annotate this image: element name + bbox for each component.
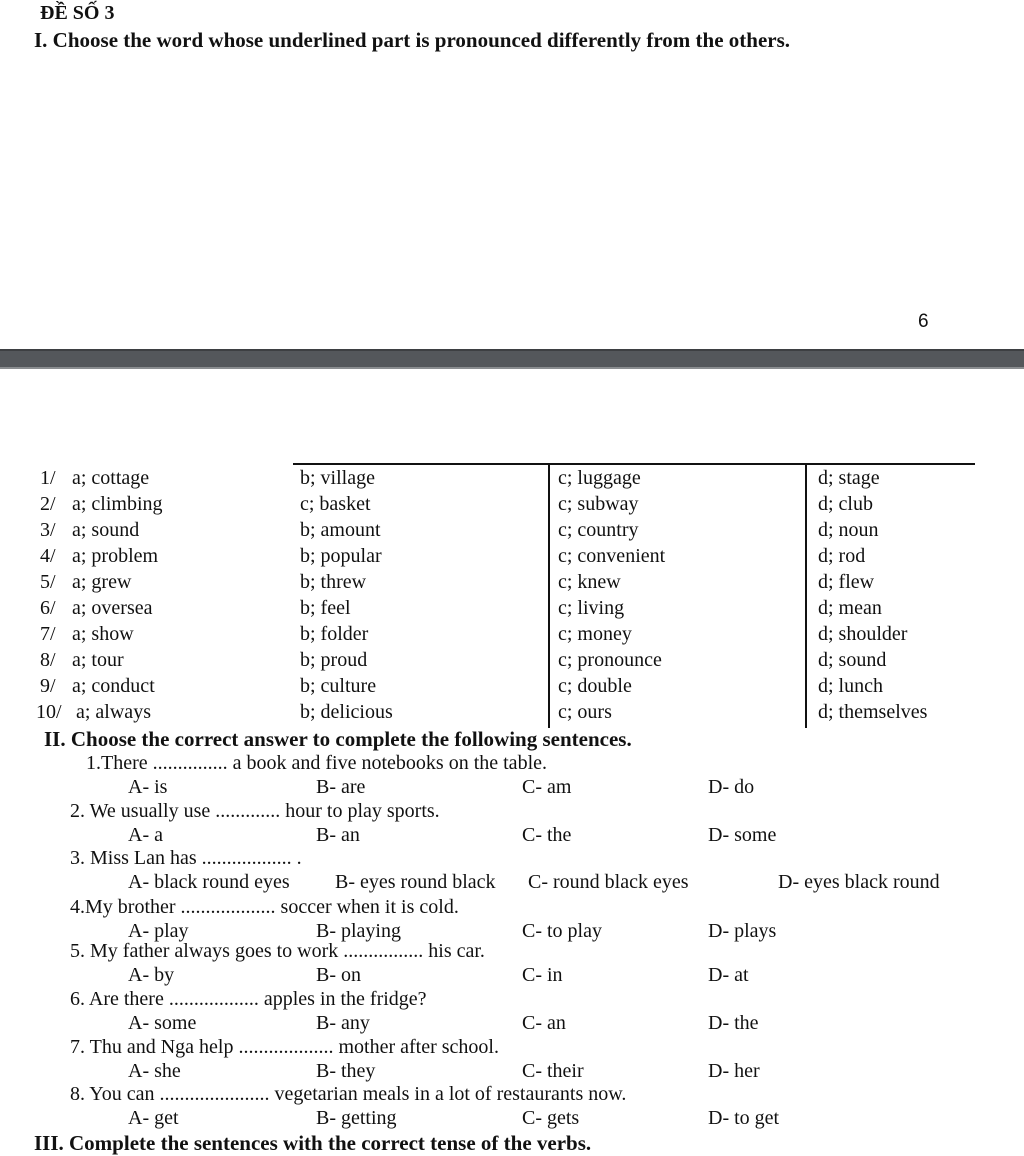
option-d: d; themselves [818, 701, 928, 723]
option-b: b; threw [300, 571, 367, 593]
option-a: a; problem [72, 545, 159, 567]
option-c: c; money [558, 623, 632, 645]
answer-option: D- her [708, 1060, 760, 1082]
answer-option: B- on [316, 964, 361, 986]
option-d: d; flew [818, 571, 875, 593]
option-b: b; feel [300, 597, 351, 619]
option-d: d; lunch [818, 675, 883, 697]
answer-option: D- to get [708, 1107, 780, 1129]
answer-option: C- gets [522, 1107, 580, 1129]
option-b: b; folder [300, 623, 369, 645]
answer-option: C- am [522, 776, 572, 798]
answer-option: A- a [128, 824, 163, 846]
option-d: d; mean [818, 597, 882, 619]
answer-option: A- some [128, 1012, 197, 1034]
table-column-divider [805, 463, 807, 728]
question-text: 5. My father always goes to work ................ his car. [70, 940, 485, 962]
answer-option: B- are [316, 776, 366, 798]
option-b: b; amount [300, 519, 381, 541]
answer-option: C- their [522, 1060, 584, 1082]
option-b: b; proud [300, 649, 368, 671]
option-c: c; ours [558, 701, 612, 723]
option-a: a; sound [72, 519, 140, 541]
option-b: c; basket [300, 493, 371, 515]
answer-option: B- an [316, 824, 360, 846]
option-a: a; show [72, 623, 134, 645]
page-break-bar [0, 349, 1024, 369]
question-text: 7. Thu and Nga help ................... mother after school. [70, 1036, 499, 1058]
section1-instruction: I. Choose the word whose underlined part is pronounced differently from the others. [34, 28, 791, 52]
option-c: c; double [558, 675, 632, 697]
answer-option: B- they [316, 1060, 376, 1082]
exam-title: ĐỀ SỐ 3 [40, 2, 115, 24]
answer-option: C- to play [522, 920, 602, 942]
answer-option: B- getting [316, 1107, 397, 1129]
answer-option: C- in [522, 964, 563, 986]
answer-option: A- play [128, 920, 189, 942]
answer-option: D- at [708, 964, 749, 986]
option-d: d; noun [818, 519, 879, 541]
question-text: 8. You can ...................... vegetarian meals in a lot of restaurants now. [70, 1083, 627, 1105]
item-number: 8/ [40, 649, 56, 671]
option-c: c; convenient [558, 545, 666, 567]
option-a: a; conduct [72, 675, 155, 697]
option-a: a; grew [72, 571, 132, 593]
question-text: 6. Are there .................. apples in the fridge? [70, 988, 427, 1010]
answer-option: D- do [708, 776, 755, 798]
item-number: 1/ [40, 467, 56, 489]
answer-option: D- some [708, 824, 777, 846]
option-c: c; knew [558, 571, 621, 593]
item-number: 7/ [40, 623, 56, 645]
option-d: d; sound [818, 649, 887, 671]
question-text: 1.There ............... a book and five notebooks on the table. [86, 752, 547, 774]
option-b: b; culture [300, 675, 377, 697]
option-a: a; oversea [72, 597, 153, 619]
option-b: b; delicious [300, 701, 393, 723]
option-c: c; country [558, 519, 639, 541]
option-b: b; popular [300, 545, 382, 567]
answer-option: B- any [316, 1012, 370, 1034]
option-a: a; tour [72, 649, 124, 671]
option-c: c; luggage [558, 467, 641, 489]
option-d: d; stage [818, 467, 880, 489]
option-d: d; shoulder [818, 623, 908, 645]
item-number: 9/ [40, 675, 56, 697]
option-c: c; subway [558, 493, 639, 515]
item-number: 2/ [40, 493, 56, 515]
item-number: 10/ [36, 701, 62, 723]
table-column-divider [548, 463, 550, 728]
answer-option: D- the [708, 1012, 759, 1034]
answer-option: A- black round eyes [128, 871, 290, 893]
question-text: 2. We usually use ............. hour to play sports. [70, 800, 440, 822]
item-number: 3/ [40, 519, 56, 541]
option-d: d; club [818, 493, 873, 515]
answer-option: C- an [522, 1012, 566, 1034]
question-text: 3. Miss Lan has .................. . [70, 847, 302, 869]
answer-option: A- get [128, 1107, 179, 1129]
option-c: c; living [558, 597, 625, 619]
option-c: c; pronounce [558, 649, 662, 671]
option-a: a; climbing [72, 493, 163, 515]
section2-instruction: II. Choose the correct answer to complete the following sentences. [44, 727, 632, 751]
question-text: 4.My brother ................... soccer when it is cold. [70, 896, 459, 918]
option-d: d; rod [818, 545, 866, 567]
answer-option: D- eyes black round [778, 871, 940, 893]
answer-option: A- is [128, 776, 168, 798]
option-b: b; village [300, 467, 375, 489]
answer-option: A- she [128, 1060, 181, 1082]
option-a: a; always [76, 701, 151, 723]
answer-option: D- plays [708, 920, 777, 942]
section3-instruction: III. Complete the sentences with the correct tense of the verbs. [34, 1131, 592, 1155]
option-a: a; cottage [72, 467, 150, 489]
answer-option: C- the [522, 824, 572, 846]
answer-option: C- round black eyes [528, 871, 689, 893]
answer-option: B- eyes round black [335, 871, 496, 893]
item-number: 6/ [40, 597, 56, 619]
table-top-border [293, 463, 975, 465]
answer-option: A- by [128, 964, 175, 986]
item-number: 4/ [40, 545, 56, 567]
item-number: 5/ [40, 571, 56, 593]
page-number: 6 [918, 311, 929, 332]
answer-option: B- playing [316, 920, 401, 942]
